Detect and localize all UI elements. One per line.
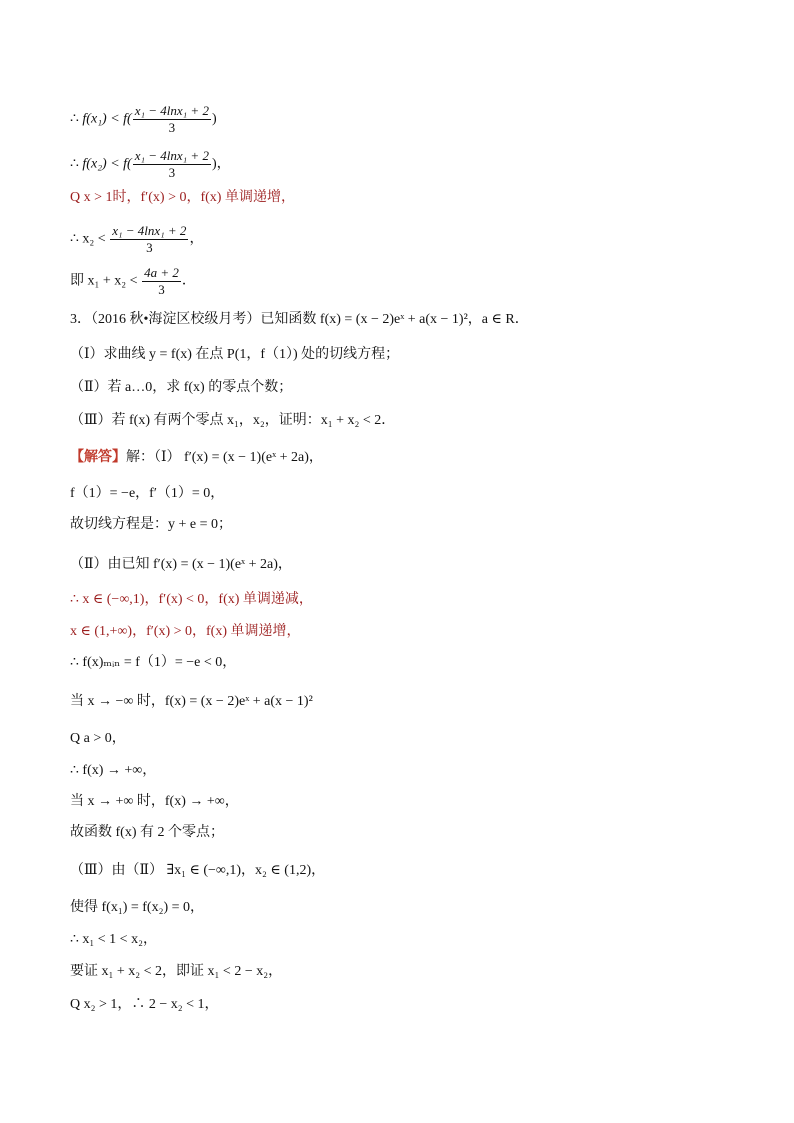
fraction-numerator: x₁ − 4lnx₁ + 2 xyxy=(134,148,209,163)
question-3-part-1: （Ⅰ）求曲线 y = f(x) 在点 P(1，f（1）) 处的切线方程； xyxy=(70,347,400,362)
answer-line-11: 当 x → +∞ 时，f(x) → +∞， xyxy=(70,794,239,809)
answer-line-5: ∴ x ∈ (−∞,1)，f′(x) < 0，f(x) 单调递减， xyxy=(70,592,313,607)
fraction-numerator: x₁ − 4lnx₁ + 2 xyxy=(112,223,187,238)
fraction-denominator: 3 xyxy=(158,282,165,297)
derivative-text: f′(x) > 0， xyxy=(140,190,201,205)
answer-tag: 【解答】 xyxy=(70,450,126,465)
answer-line-14: 使得 f(x₁) = f(x₂) = 0， xyxy=(70,900,205,915)
line-1 xyxy=(70,103,754,136)
fraction xyxy=(133,103,211,136)
answer-line-13: （Ⅲ）由（Ⅱ） ∃x₁ ∈ (−∞,1)，x₂ ∈ (1,2)， xyxy=(70,863,326,878)
answer-line-6: x ∈ (1,+∞)，f′(x) > 0，f(x) 单调递增， xyxy=(70,624,301,639)
condition-text: Q x > 1时， xyxy=(70,190,141,205)
answer-line-4: （Ⅱ）由已知 f′(x) = (x − 1)(eˣ + 2a)， xyxy=(70,557,292,572)
line-tail: ． xyxy=(181,273,196,289)
inequality-lhs: f(x₂) < f( xyxy=(82,156,132,172)
question-3-part-3: （Ⅲ）若 f(x) 有两个零点 x₁，x₂，证明：x₁ + x₂ < 2． xyxy=(70,413,396,428)
question-3-part-2: （Ⅱ）若 a…0，求 f(x) 的零点个数； xyxy=(70,380,293,395)
fraction-denominator: 3 xyxy=(168,165,176,180)
line-2 xyxy=(70,148,754,181)
fraction-denominator: 3 xyxy=(146,240,153,255)
fraction-numerator: x₁ − 4lnx₁ + 2 xyxy=(134,103,209,118)
line-3 xyxy=(70,188,754,208)
fraction xyxy=(142,265,181,298)
answer-text: 解：（Ⅰ） f′(x) = (x − 1)(eˣ + 2a)， xyxy=(126,450,323,465)
line-tail: )， xyxy=(211,156,231,172)
answer-line-9: Q a > 0， xyxy=(70,731,126,746)
inequality-lhs: ∴ x₂ < xyxy=(70,231,110,247)
answer-line-1 xyxy=(70,448,754,468)
answer-line-16: 要证 x₁ + x₂ < 2，即证 x₁ < 2 − x₂， xyxy=(70,964,283,979)
inequality-lhs: f(x₁) < f( xyxy=(82,111,132,127)
answer-line-12: 故函数 f(x) 有 2 个零点； xyxy=(70,825,224,840)
question-3-stem: 3．（2016 秋•海淀区校级月考）已知函数 f(x) = (x − 2)eˣ + a(x − 1)²，a ∈ R． xyxy=(70,312,529,327)
therefore-symbol: ∴ xyxy=(70,156,83,172)
line-4 xyxy=(70,223,754,256)
answer-line-7: ∴ f(x)ₘᵢₙ = f（1）= −e < 0， xyxy=(70,655,237,670)
fraction-numerator: 4a + 2 xyxy=(144,265,179,280)
therefore-symbol: ∴ xyxy=(70,111,83,127)
answer-line-8: 当 x → −∞ 时，f(x) = (x − 2)eˣ + a(x − 1)² xyxy=(70,694,313,709)
fraction xyxy=(110,223,188,256)
inequality-lhs: 即 x₁ + x₂ < xyxy=(70,273,142,289)
answer-line-3: 故切线方程是：y + e = 0； xyxy=(70,517,233,532)
line-5 xyxy=(70,265,754,298)
monotonic-text: f(x) 单调递增， xyxy=(200,190,295,205)
answer-line-15: ∴ x₁ < 1 < x₂， xyxy=(70,932,157,947)
answer-line-10: ∴ f(x) → +∞， xyxy=(70,763,157,778)
answer-line-17: Q x₂ > 1，∴ 2 − x₂ < 1， xyxy=(70,997,219,1012)
fraction xyxy=(133,148,211,181)
answer-line-2: f（1）= −e，f′（1）= 0， xyxy=(70,486,225,501)
line-tail: ) xyxy=(211,111,217,127)
fraction-denominator: 3 xyxy=(168,120,176,135)
line-tail: ， xyxy=(189,231,204,247)
